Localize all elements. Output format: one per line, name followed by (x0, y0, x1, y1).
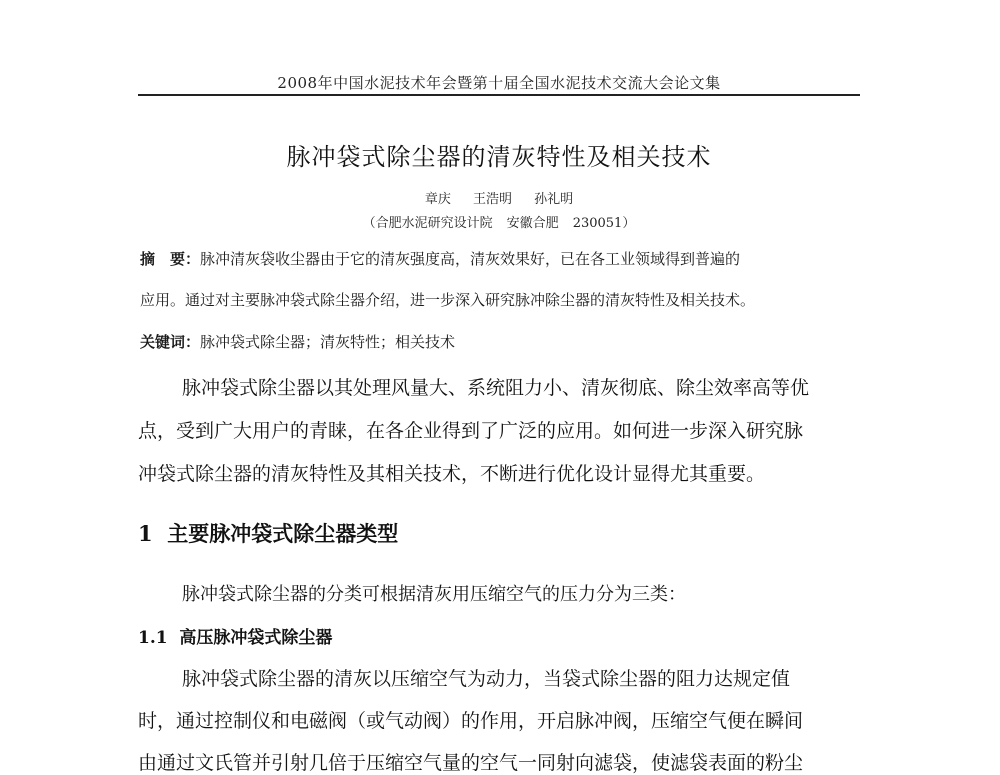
affiliation-postcode: 230051 (572, 216, 623, 231)
intro-paragraph-line: 脉冲袋式除尘器以其处理风量大、系统阻力小、清灰彻底、除尘效率高等优 (182, 377, 810, 399)
abstract-line (140, 248, 740, 269)
subsection-number: 1.1 (138, 628, 168, 648)
subsection-paragraph-line: 由通过文氏管并引射几倍于压缩空气量的空气一同射向滤袋，使滤袋表面的粉尘 (138, 752, 804, 774)
abstract-label: 摘 要： (140, 250, 201, 268)
affiliation-institution: 合肥水泥研究设计院 (375, 216, 493, 231)
abstract-text: 脉冲清灰袋收尘器由于它的清灰强度高，清灰效果好，已在各工业领域得到普遍的 (200, 250, 741, 268)
section-number: 1 (138, 521, 153, 546)
author-name: 章庆 (424, 192, 451, 207)
intro-paragraph-line: 点，受到广大用户的青睐，在各企业得到了广泛的应用。如何进一步深入研究脉 (138, 420, 804, 442)
affiliation (138, 212, 860, 231)
section-title: 主要脉冲袋式除尘器类型 (167, 521, 399, 546)
header-rule (138, 94, 860, 96)
author-name: 王浩明 (472, 192, 512, 207)
section-intro-line: 脉冲袋式除尘器的分类可根据清灰用压缩空气的压力分为三类： (182, 584, 686, 605)
intro-paragraph-line: 冲袋式除尘器的清灰特性及其相关技术，不断进行优化设计显得尤其重要。 (138, 463, 766, 485)
abstract-text: 应用。通过对主要脉冲袋式除尘器介绍，进一步深入研究脉冲除尘器的清灰特性及相关技术。 (140, 291, 756, 309)
keywords-text: 脉冲袋式除尘器；清灰特性；相关技术 (200, 333, 456, 351)
subsection-paragraph-line: 脉冲袋式除尘器的清灰以压缩空气为动力，当袋式除尘器的阻力达规定值 (182, 668, 791, 690)
keywords-line (140, 331, 455, 352)
subsection-heading (138, 623, 332, 648)
affiliation-open-paren: （ (362, 216, 376, 231)
affiliation-close-paren: ） (622, 216, 636, 231)
affiliation-place: 安徽合肥 (506, 216, 559, 231)
author-list (138, 188, 860, 207)
keywords-label: 关键词： (140, 333, 201, 351)
subsection-paragraph-line: 时，通过控制仪和电磁阀（或气动阀）的作用，开启脉冲阀，压缩空气便在瞬间 (138, 710, 804, 732)
running-header: 2008年中国水泥技术年会暨第十届全国水泥技术交流大会论文集 (277, 74, 721, 92)
paper-title: 脉冲袋式除尘器的清灰特性及相关技术 (286, 143, 712, 171)
subsection-title: 高压脉冲袋式除尘器 (179, 628, 333, 648)
section-heading (138, 518, 398, 548)
author-name: 孙礼明 (534, 192, 574, 207)
abstract-line (140, 289, 755, 310)
